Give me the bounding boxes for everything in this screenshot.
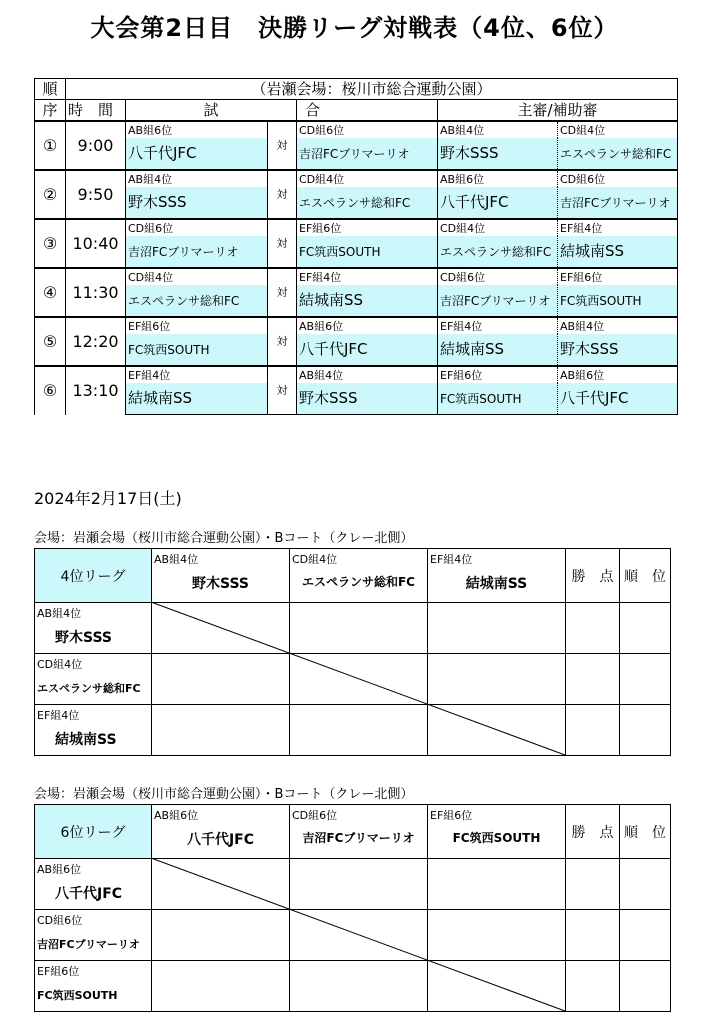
column-team xyxy=(152,549,290,603)
match-schedule-table xyxy=(34,78,678,415)
referee-group: EF組6位 xyxy=(438,366,558,383)
column-team-group: CD組6位 xyxy=(292,809,338,822)
home-group: CD組4位 xyxy=(126,268,268,285)
assistant-team: 野木SSS xyxy=(558,334,678,366)
rank-cell xyxy=(620,705,671,756)
away-team: 野木SSS xyxy=(297,383,438,415)
column-team-name: 吉沼FCブリマーリオ xyxy=(302,831,415,845)
assistant-team: 八千代JFC xyxy=(558,383,678,415)
result-cell xyxy=(152,910,290,961)
row-team xyxy=(35,910,152,961)
kickoff-time: 12:20 xyxy=(66,317,126,366)
home-team: 八千代JFC xyxy=(126,138,268,170)
home-group: EF組4位 xyxy=(126,366,268,383)
rank-cell xyxy=(620,910,671,961)
referee-team: 結城南SS xyxy=(438,334,558,366)
row-team-group: AB組6位 xyxy=(37,863,82,876)
result-cell xyxy=(152,705,290,756)
result-cell xyxy=(290,654,428,705)
column-team xyxy=(290,805,428,859)
away-group: AB組6位 xyxy=(297,317,438,334)
rank-header: 順 位 xyxy=(620,549,671,603)
referee-group: AB組4位 xyxy=(438,121,558,138)
column-team-group: EF組4位 xyxy=(430,553,473,566)
home-team: 吉沼FCブリマーリオ xyxy=(126,236,268,268)
home-team: 野木SSS xyxy=(126,187,268,219)
kickoff-time: 9:50 xyxy=(66,170,126,219)
league-table xyxy=(34,804,671,1012)
row-team xyxy=(35,961,152,1012)
row-team-group: EF組4位 xyxy=(37,709,80,722)
kickoff-time: 11:30 xyxy=(66,268,126,317)
result-cell xyxy=(428,859,566,910)
away-team: エスペランサ総和FC xyxy=(297,187,438,219)
home-group: AB組4位 xyxy=(126,170,268,187)
away-group: AB組4位 xyxy=(297,366,438,383)
row-team xyxy=(35,654,152,705)
row-team xyxy=(35,705,152,756)
row-team-name: エスペランサ総和FC xyxy=(37,682,141,695)
vs-label: 対 xyxy=(268,268,297,317)
result-cell xyxy=(152,961,290,1012)
home-team: エスペランサ総和FC xyxy=(126,285,268,317)
row-team-name: 八千代JFC xyxy=(55,886,123,902)
points-cell xyxy=(566,859,620,910)
column-team-name: 野木SSS xyxy=(192,576,249,592)
referee-group: CD組4位 xyxy=(438,219,558,236)
referee-team: エスペランサ総和FC xyxy=(438,236,558,268)
column-team-name: 結城南SS xyxy=(465,576,528,592)
referee-group: EF組4位 xyxy=(438,317,558,334)
points-cell xyxy=(566,705,620,756)
referee-team: 吉沼FCブリマーリオ xyxy=(438,285,558,317)
column-team-group: CD組4位 xyxy=(292,553,338,566)
result-cell xyxy=(428,910,566,961)
assistant-group: EF組4位 xyxy=(558,219,678,236)
result-cell xyxy=(152,859,290,910)
kickoff-time: 10:40 xyxy=(66,219,126,268)
league-4-venue: 会場：岩瀬会場（桜川市総合運動公園）・Bコート（クレー北側） xyxy=(34,531,414,546)
result-cell xyxy=(428,654,566,705)
rank-cell xyxy=(620,859,671,910)
home-group: EF組6位 xyxy=(126,317,268,334)
league-name: 4位リーグ xyxy=(35,549,152,603)
result-cell xyxy=(290,603,428,654)
column-team-name: エスペランサ総和FC xyxy=(301,575,415,589)
result-cell xyxy=(290,910,428,961)
away-group: CD組6位 xyxy=(297,121,438,138)
rank-cell xyxy=(620,654,671,705)
vs-label: 対 xyxy=(268,219,297,268)
result-cell xyxy=(152,654,290,705)
column-team xyxy=(290,549,428,603)
order-header-top: 順 xyxy=(35,79,66,100)
assistant-group: AB組4位 xyxy=(558,317,678,334)
match-number: ① xyxy=(35,121,66,170)
home-team: FC筑西SOUTH xyxy=(126,334,268,366)
home-group: AB組6位 xyxy=(126,121,268,138)
result-cell xyxy=(290,705,428,756)
vs-label: 対 xyxy=(268,366,297,415)
result-cell xyxy=(290,961,428,1012)
page-title: 大会第2日目 決勝リーグ対戦表（4位、6位） xyxy=(90,14,619,42)
league-table xyxy=(34,548,671,756)
league-6-venue: 会場：岩瀬会場（桜川市総合運動公園）・Bコート（クレー北側） xyxy=(34,787,414,802)
match-number: ② xyxy=(35,170,66,219)
vs-label: 対 xyxy=(268,317,297,366)
time-header: 時 間 xyxy=(66,100,126,122)
assistant-team: FC筑西SOUTH xyxy=(558,285,678,317)
column-team-group: AB組6位 xyxy=(154,809,199,822)
points-header: 勝 点 xyxy=(566,549,620,603)
vs-label: 対 xyxy=(268,121,297,170)
assistant-team: 結城南SS xyxy=(558,236,678,268)
match-number: ⑤ xyxy=(35,317,66,366)
result-cell xyxy=(428,603,566,654)
column-team-group: EF組6位 xyxy=(430,809,473,822)
match-header-1: 試 xyxy=(126,100,297,122)
away-group: EF組4位 xyxy=(297,268,438,285)
kickoff-time: 9:00 xyxy=(66,121,126,170)
assistant-team: エスペランサ総和FC xyxy=(558,138,678,170)
match-number: ⑥ xyxy=(35,366,66,415)
match-number: ③ xyxy=(35,219,66,268)
row-team-group: CD組4位 xyxy=(37,658,83,671)
points-header: 勝 点 xyxy=(566,805,620,859)
result-cell xyxy=(290,859,428,910)
points-cell xyxy=(566,654,620,705)
away-team: FC筑西SOUTH xyxy=(297,236,438,268)
vs-label: 対 xyxy=(268,170,297,219)
away-group: CD組4位 xyxy=(297,170,438,187)
row-team-name: 結城南SS xyxy=(55,732,117,748)
points-cell xyxy=(566,603,620,654)
match-number: ④ xyxy=(35,268,66,317)
away-team: 結城南SS xyxy=(297,285,438,317)
match-date: 2024年2月17日(土) xyxy=(34,489,182,508)
column-team-name: 八千代JFC xyxy=(186,832,255,848)
row-team-name: 野木SSS xyxy=(55,630,112,646)
assistant-group: EF組6位 xyxy=(558,268,678,285)
away-team: 吉沼FCブリマーリオ xyxy=(297,138,438,170)
points-cell xyxy=(566,910,620,961)
column-team xyxy=(428,805,566,859)
referee-team: FC筑西SOUTH xyxy=(438,383,558,415)
referee-header: 主審/補助審 xyxy=(438,100,678,122)
order-header-bottom: 序 xyxy=(35,100,66,122)
row-team-name: FC筑西SOUTH xyxy=(37,989,118,1002)
league-name: 6位リーグ xyxy=(35,805,152,859)
home-team: 結城南SS xyxy=(126,383,268,415)
match-header-2: 合 xyxy=(297,100,438,122)
row-team-group: AB組4位 xyxy=(37,607,82,620)
row-team-group: EF組6位 xyxy=(37,965,80,978)
column-team xyxy=(152,805,290,859)
result-cell xyxy=(428,961,566,1012)
points-cell xyxy=(566,961,620,1012)
away-team: 八千代JFC xyxy=(297,334,438,366)
assistant-group: CD組4位 xyxy=(558,121,678,138)
schedule-rows xyxy=(35,121,678,415)
venue-header: （岩瀬会場：桜川市総合運動公園） xyxy=(66,79,678,100)
row-team xyxy=(35,859,152,910)
referee-group: AB組6位 xyxy=(438,170,558,187)
column-team-group: AB組4位 xyxy=(154,553,199,566)
row-team xyxy=(35,603,152,654)
column-team xyxy=(428,549,566,603)
away-group: EF組6位 xyxy=(297,219,438,236)
result-cell xyxy=(428,705,566,756)
referee-group: CD組6位 xyxy=(438,268,558,285)
assistant-group: AB組6位 xyxy=(558,366,678,383)
row-team-group: CD組6位 xyxy=(37,914,83,927)
rank-cell xyxy=(620,603,671,654)
assistant-team: 吉沼FCブリマーリオ xyxy=(558,187,678,219)
result-cell xyxy=(152,603,290,654)
rank-cell xyxy=(620,961,671,1012)
referee-team: 野木SSS xyxy=(438,138,558,170)
home-group: CD組6位 xyxy=(126,219,268,236)
column-team-name: FC筑西SOUTH xyxy=(452,831,541,845)
referee-team: 八千代JFC xyxy=(438,187,558,219)
assistant-group: CD組6位 xyxy=(558,170,678,187)
kickoff-time: 13:10 xyxy=(66,366,126,415)
row-team-name: 吉沼FCブリマーリオ xyxy=(37,938,140,951)
rank-header: 順 位 xyxy=(620,805,671,859)
